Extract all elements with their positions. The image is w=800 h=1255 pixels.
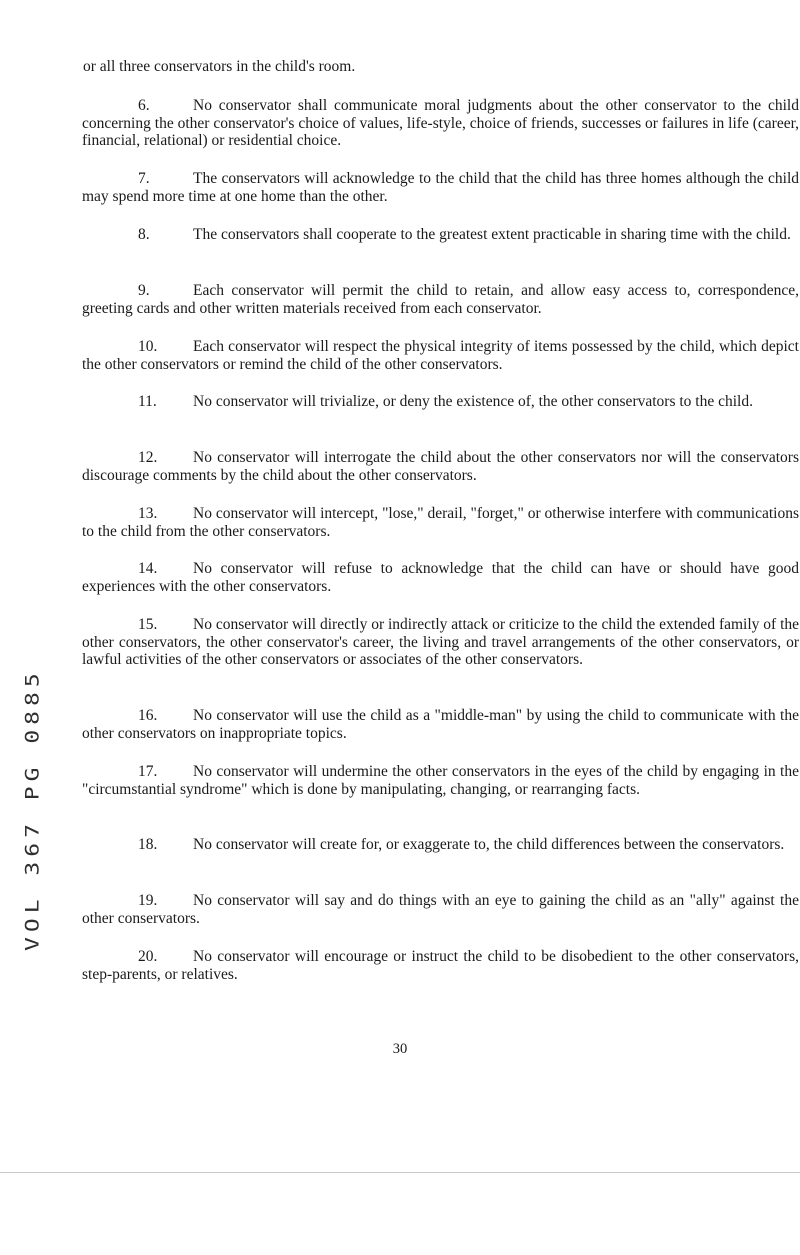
item-text: No conservator will trivialize, or deny the existence of, the other conservators to the child. xyxy=(193,393,753,410)
item-number: 9. xyxy=(138,282,150,299)
item-text: No conservator will interrogate the child about the other conservators nor will the conservators discourage comments by the child about the other conservators. xyxy=(82,449,799,484)
item-number: 18. xyxy=(138,836,158,853)
footer-divider xyxy=(0,1172,800,1173)
item-text: The conservators will acknowledge to the child that the child has three homes although the child may spend more time at one home than the other. xyxy=(82,170,799,205)
item-text: No conservator will directly or indirectly attack or criticize to the child the extended family of the other conservators, the other conservator's career, the living and travel arrangements of the other conservators, or lawful activities of the other conservators or associates of the other conservators. xyxy=(82,616,799,668)
list-item xyxy=(82,616,799,669)
item-text: No conservator will undermine the other conservators in the eyes of the child by engaging in the "circumstantial syndrome" which is done by manipulating, changing, or rearranging facts. xyxy=(82,763,799,798)
list-item xyxy=(82,97,799,150)
item-number: 13. xyxy=(138,505,158,522)
list-item xyxy=(82,338,799,373)
list-item xyxy=(82,763,799,798)
list-item xyxy=(82,892,799,927)
item-number: 6. xyxy=(138,97,150,114)
item-text: No conservator will encourage or instruct the child to be disobedient to the other conservators, step-parents, or relatives. xyxy=(82,948,799,983)
list-item xyxy=(82,836,799,854)
item-text: The conservators shall cooperate to the greatest extent practicable in sharing time with the child. xyxy=(193,226,791,243)
item-number: 16. xyxy=(138,707,158,724)
item-number: 11. xyxy=(138,393,157,410)
margin-stamp: VOL 367 PG 0885 xyxy=(22,668,44,951)
item-number: 10. xyxy=(138,338,158,355)
continuation-text: or all three conservators in the child's room. xyxy=(83,58,356,75)
list-item xyxy=(82,393,799,411)
list-item xyxy=(82,560,799,595)
item-text: Each conservator will permit the child to retain, and allow easy access to, correspondence, greeting cards and other written materials received from each conservator. xyxy=(82,282,799,317)
item-text: Each conservator will respect the physical integrity of items possessed by the child, which depict the other conservators or remind the child of the other conservators. xyxy=(82,338,799,373)
item-number: 14. xyxy=(138,560,158,577)
item-text: No conservator will intercept, "lose," derail, "forget," or otherwise interfere with communications to the child from the other conservators. xyxy=(82,505,799,540)
item-text: No conservator shall communicate moral judgments about the other conservator to the child concerning the other conservator's choice of values, life-style, choice of friends, successes or failures in life (career, financial, relational) or residential choice. xyxy=(82,97,799,149)
item-text: No conservator will say and do things with an eye to gaining the child as an "ally" against the other conservators. xyxy=(82,892,799,927)
page-number: 30 xyxy=(392,1041,408,1057)
item-text: No conservator will create for, or exaggerate to, the child differences between the conservators. xyxy=(193,836,785,853)
item-number: 15. xyxy=(138,616,158,633)
item-text: No conservator will use the child as a "middle-man" by using the child to communicate with the other conservators on inappropriate topics. xyxy=(82,707,799,742)
item-text: No conservator will refuse to acknowledge that the child can have or should have good experiences with the other conservators. xyxy=(82,560,799,595)
item-number: 7. xyxy=(138,170,150,187)
list-item xyxy=(82,282,799,317)
list-item xyxy=(82,170,799,205)
item-number: 8. xyxy=(138,226,150,243)
list-item xyxy=(82,948,799,983)
list-item xyxy=(82,707,799,742)
item-number: 17. xyxy=(138,763,158,780)
item-number: 19. xyxy=(138,892,158,909)
item-number: 12. xyxy=(138,449,158,466)
item-number: 20. xyxy=(138,948,158,965)
list-item xyxy=(82,226,799,244)
list-item xyxy=(82,449,799,484)
list-item xyxy=(82,505,799,540)
